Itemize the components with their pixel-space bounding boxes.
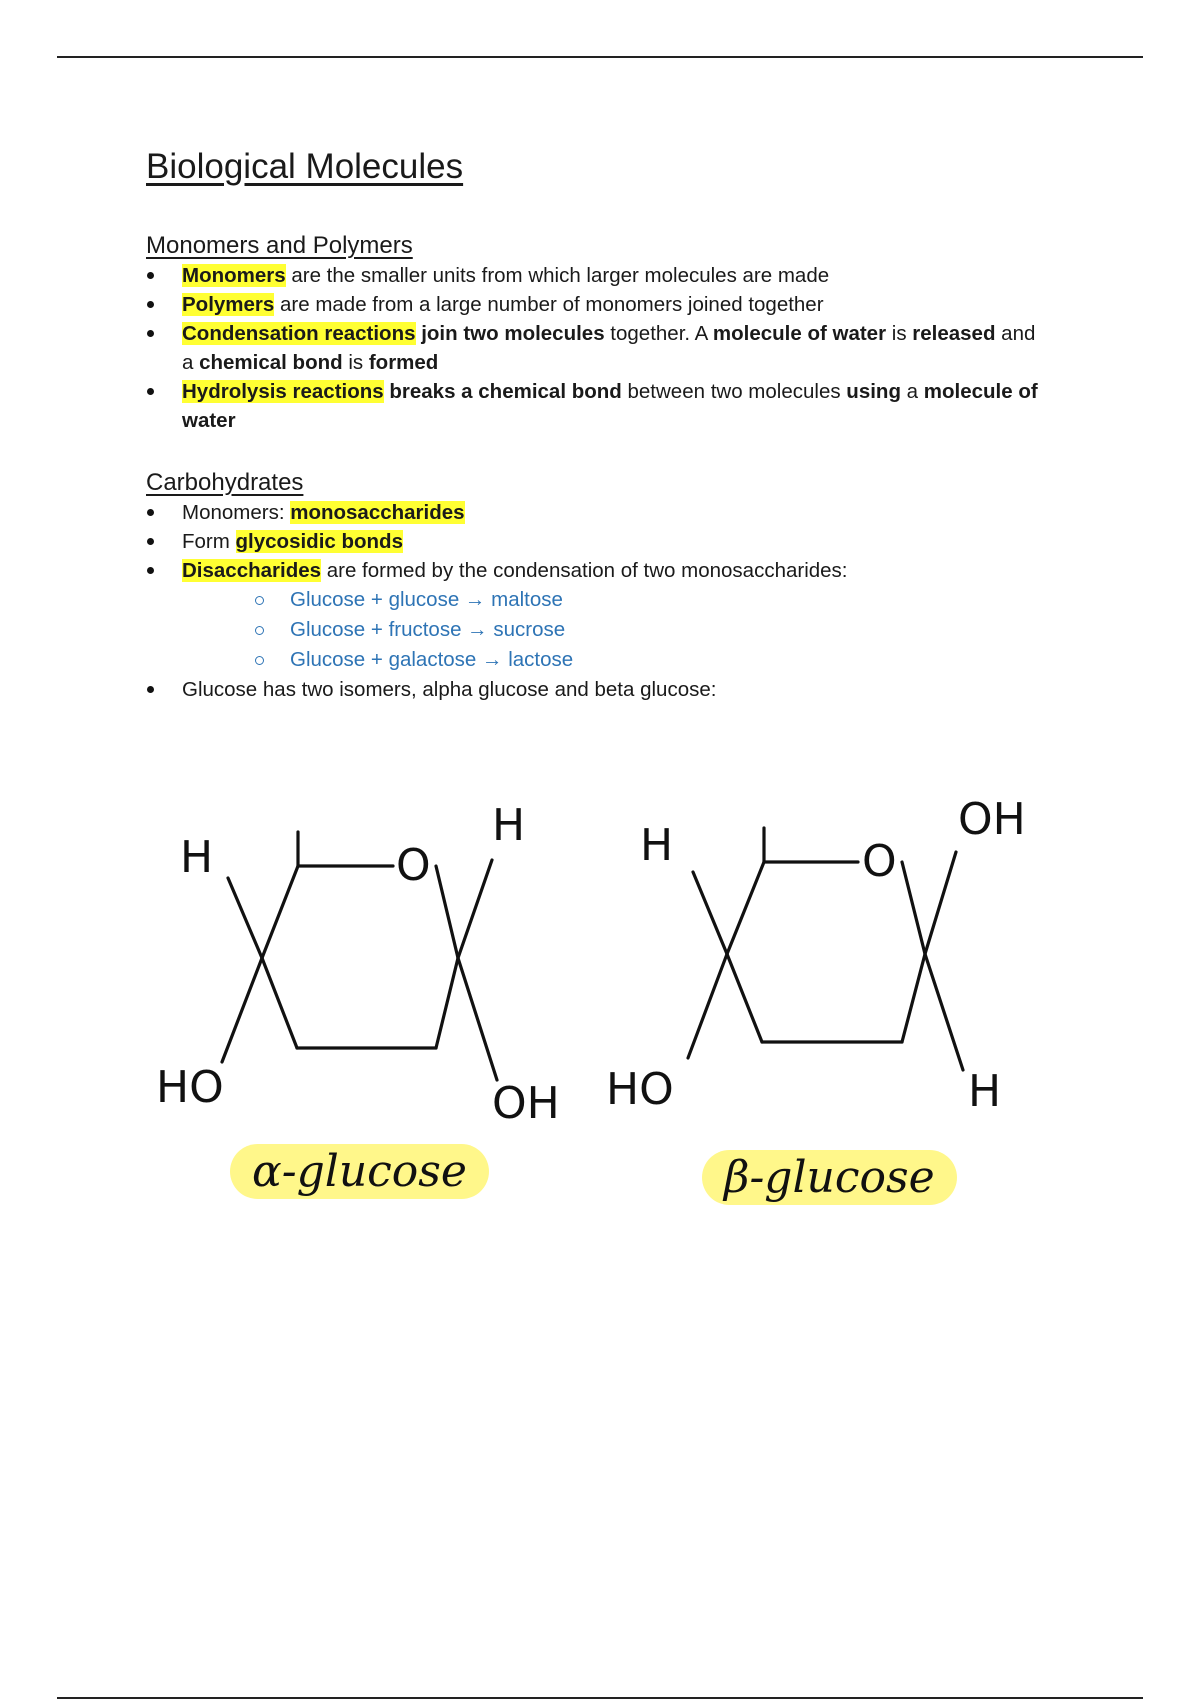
- carbohydrates-list: [146, 498, 1046, 704]
- alpha-top-left-label: H: [180, 832, 214, 883]
- alpha-glucose-caption: α-glucose: [230, 1144, 489, 1199]
- list-item: Polymers are made from a large number of monomers joined together: [146, 290, 1046, 319]
- alpha-glucose-structure: [222, 832, 497, 1080]
- sub-list-item: Glucose + fructose → sucrose: [182, 615, 1046, 645]
- highlighted-term: Monomers: [182, 263, 286, 287]
- list-item: Condensation reactions join two molecules together. A molecule of water is released and a chemical bond is formed: [146, 319, 1046, 377]
- alpha-ring-oxygen-label: O: [396, 840, 431, 891]
- list-item: Glucose has two isomers, alpha glucose and beta glucose:: [146, 675, 1046, 704]
- bottom-rule: [57, 1697, 1143, 1699]
- alpha-bottom-left-label: HO: [156, 1062, 224, 1113]
- glucose-isomers-diagram: [0, 780, 1200, 1240]
- beta-bottom-right-label: H: [968, 1066, 1002, 1117]
- section-heading-carbohydrates: Carbohydrates: [146, 468, 304, 496]
- sub-list-item: Glucose + galactose → lactose: [182, 645, 1046, 675]
- section-heading-monomers: Monomers and Polymers: [146, 232, 413, 259]
- beta-top-right-label: OH: [958, 794, 1026, 845]
- alpha-bottom-right-label: OH: [492, 1078, 560, 1129]
- sub-list-item: Glucose + glucose → maltose: [182, 585, 1046, 615]
- alpha-top-right-label: H: [492, 800, 526, 851]
- list-item: Disaccharides are formed by the condensation of two monosaccharides: Glucose + glucose → maltose Glucose + fructose → sucrose Glucose + galactose → lactose: [146, 556, 1046, 675]
- highlighted-term: Polymers: [182, 292, 275, 316]
- monomers-list: [146, 261, 1046, 435]
- highlighted-term: glycosidic bonds: [235, 529, 403, 553]
- beta-bottom-left-label: HO: [606, 1064, 674, 1115]
- highlighted-term: monosaccharides: [290, 500, 465, 524]
- page-title: Biological Molecules: [146, 147, 464, 186]
- top-rule: [57, 56, 1143, 58]
- beta-ring-oxygen-label: O: [862, 836, 897, 887]
- list-item: Monomers are the smaller units from which larger molecules are made: [146, 261, 1046, 290]
- beta-glucose-structure: [688, 828, 963, 1070]
- highlighted-term: Hydrolysis reactions: [182, 379, 384, 403]
- list-item: Hydrolysis reactions breaks a chemical bond between two molecules using a molecule of water: [146, 377, 1046, 435]
- highlighted-term: Disaccharides: [182, 558, 322, 582]
- list-item: Form glycosidic bonds: [146, 527, 1046, 556]
- highlighted-term: Condensation reactions: [182, 321, 416, 345]
- disaccharide-sublist: [182, 585, 1046, 675]
- beta-glucose-caption: β-glucose: [702, 1150, 957, 1205]
- document-body: [146, 146, 1046, 704]
- list-item: Monomers: monosaccharides: [146, 498, 1046, 527]
- beta-top-left-label: H: [640, 820, 674, 871]
